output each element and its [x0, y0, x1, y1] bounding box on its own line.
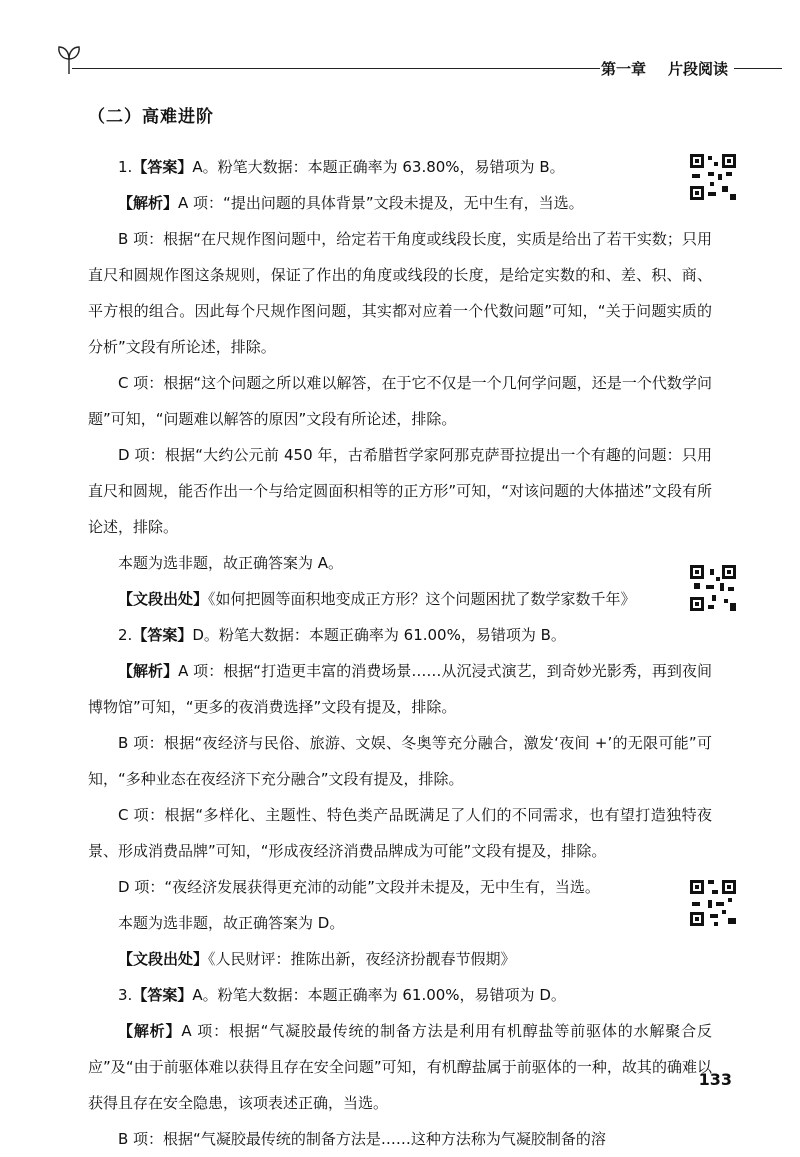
- analysis-tag: 【解析】: [118, 1022, 182, 1040]
- q2-option-a: A 项：根据“打造更丰富的消费场景……从沉浸式演艺，到奇妙光影秀，再到夜间博物馆”可知，“更多的夜消费选择”文段有提及，排除。: [88, 662, 712, 716]
- q1-option-d: D 项：根据“大约公元前 450 年，古希腊哲学家阿那克萨哥拉提出一个有趣的问题：只用直尺和圆规，能否作出一个与给定圆面积相等的正方形”可知，“对该问题的大体描述”文段有所论述，排除。: [88, 446, 712, 536]
- q3-answer: [88, 977, 712, 1013]
- q1-answer-text: A。粉笔大数据：本题正确率为 63.80%，易错项为 B。: [192, 158, 565, 176]
- source-tag: 【文段出处】: [118, 590, 209, 608]
- source-tag: 【文段出处】: [118, 950, 209, 968]
- q3-answer-text: A。粉笔大数据：本题正确率为 61.00%，易错项为 D。: [192, 986, 566, 1004]
- q3-option-a: A 项：根据“气凝胶最传统的制备方法是利用有机醇盐等前驱体的水解聚合反应”及“由于前驱体难以获得且存在安全问题”可知，有机醇盐属于前驱体的一种，故其的确难以获得且存在安全隐患，该项表述正确，当选。: [88, 1022, 712, 1112]
- q2-option-d: D 项：“夜经济发展获得更充沛的动能”文段并未提及，无中生有，当选。: [118, 878, 600, 896]
- q1-analysis-a: [88, 185, 712, 221]
- page-number: 133: [698, 1070, 732, 1089]
- chapter-heading: [601, 58, 782, 79]
- chapter-label: 第一章: [600, 60, 646, 78]
- analysis-tag: 【解析】: [118, 662, 179, 680]
- q1-number: 1.: [118, 158, 133, 176]
- q2-source-title: 《人民财评：推陈出新，夜经济扮靓春节假期》: [208, 950, 516, 968]
- q3-option-b: B 项：根据“气凝胶最传统的制备方法是……这种方法称为气凝胶制备的溶: [118, 1130, 606, 1148]
- q1-option-a: A 项：“提出问题的具体背景”文段未提及，无中生有，当选。: [178, 194, 584, 212]
- chapter-title: 片段阅读: [667, 60, 728, 78]
- q1-option-c: C 项：根据“这个问题之所以难以解答，在于它不仅是一个几何学问题，还是一个代数学问题”可知，“问题难以解答的原因”文段有所论述，排除。: [88, 374, 712, 428]
- q3-analysis-a: [88, 1013, 712, 1121]
- answer-tag: 【答案】: [132, 986, 193, 1004]
- section-title: （二）高难进阶: [88, 107, 214, 127]
- q2-number: 2.: [118, 626, 133, 644]
- header-rule: [72, 68, 600, 69]
- q2-analysis-a: [88, 653, 712, 725]
- analysis-tag: 【解析】: [118, 194, 179, 212]
- page-header: [0, 38, 800, 88]
- q2-option-b: B 项：根据“夜经济与民俗、旅游、文娱、冬奥等充分融合，激发‘夜间 +’的无限可能”可知，“多种业态在夜经济下充分融合”文段有提及，排除。: [88, 734, 712, 788]
- q2-source: [88, 941, 712, 977]
- q2-answer: [88, 617, 712, 653]
- q2-answer-text: D。粉笔大数据：本题正确率为 61.00%，易错项为 B。: [192, 626, 566, 644]
- answer-tag: 【答案】: [132, 626, 193, 644]
- sprout-icon: [56, 42, 82, 76]
- q2-conclusion: 本题为选非题，故正确答案为 D。: [118, 914, 345, 932]
- q1-source-title: 《如何把圆等面积地变成正方形？这个问题困扰了数学家数千年》: [208, 590, 636, 608]
- q1-conclusion: 本题为选非题，故正确答案为 A。: [118, 554, 344, 572]
- q1-source: [88, 581, 712, 617]
- q2-option-c: C 项：根据“多样化、主题性、特色类产品既满足了人们的不同需求，也有望打造独特夜景、形成消费品牌”可知，“形成夜经济消费品牌成为可能”文段有提及，排除。: [88, 806, 712, 860]
- answer-tag: 【答案】: [132, 158, 193, 176]
- q3-number: 3.: [118, 986, 133, 1004]
- q1-answer: [88, 149, 712, 185]
- header-trailing-rule: [734, 68, 782, 69]
- q1-option-b: B 项：根据“在尺规作图问题中，给定若干角度或线段长度，实质是给出了若干实数；只用直尺和圆规作图这条规则，保证了作出的角度或线段的长度，是给定实数的和、差、积、商、平方根的组合。因此每个尺规作图问题，其实都对应着一个代数问题”可知，“关于问题实质的分析”文段有所论述，排除。: [88, 230, 712, 356]
- page-content: [88, 102, 712, 1157]
